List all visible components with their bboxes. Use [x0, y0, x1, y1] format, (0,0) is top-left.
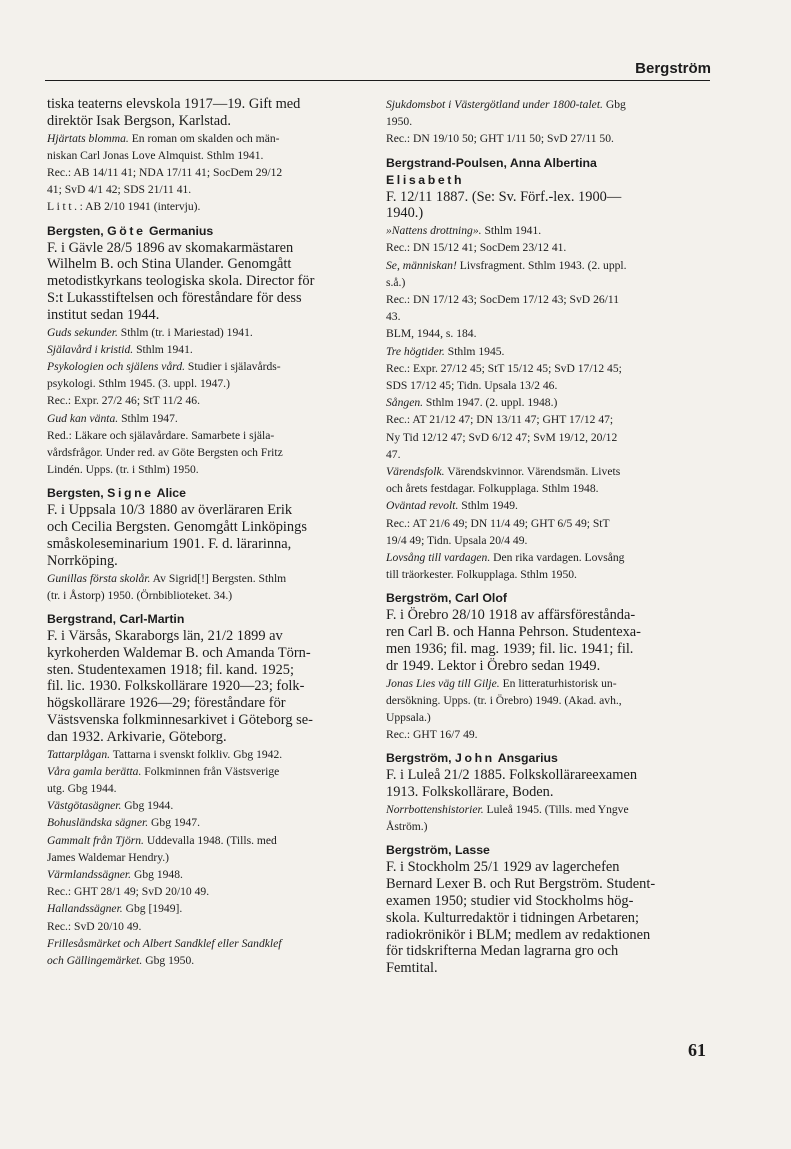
- text-segment: för tidskrifterna Medan lagrarna gro och: [386, 943, 619, 960]
- title-segment: Sjukdomsbot i Västergötland under 1800-talet.: [386, 98, 603, 111]
- text-segment: Gbg 1947.: [148, 816, 200, 830]
- text-line: [47, 797, 364, 814]
- text-line: [386, 624, 710, 641]
- title-segment: Våra gamla berätta.: [47, 764, 142, 778]
- text-line: [386, 497, 710, 514]
- text-line: [386, 876, 710, 893]
- text-line: [47, 519, 364, 536]
- title-segment: »Nattens drottning».: [386, 224, 482, 238]
- text-line: [386, 291, 710, 308]
- text-line: [47, 814, 364, 831]
- text-line: [47, 502, 364, 519]
- text-segment: ren Carl B. och Hanna Pehrson. Studentexa-: [386, 624, 641, 641]
- text-segment: Rec.: GHT 16/7 49.: [386, 728, 478, 742]
- title-segment: Psykologien och själens vård.: [47, 360, 186, 373]
- text-segment: fil. lic. 1930. Folkskollärare 1920—23; folk-: [47, 678, 305, 695]
- text-line: [47, 695, 364, 712]
- title-segment: Lovsång till vardagen.: [386, 551, 491, 565]
- title-segment: Hallandssägner.: [47, 902, 123, 916]
- text-segment: Åström.): [386, 820, 428, 834]
- text-segment: Bergstrand, Carl-Martin: [47, 612, 185, 627]
- text-segment: och årets festdagar. Folkupplaga. Sthlm 1948.: [386, 482, 599, 496]
- text-segment: F. i Luleå 21/2 1885. Folkskollärareexamen: [386, 767, 638, 784]
- entry-heading: [386, 750, 710, 767]
- text-line: [47, 866, 364, 883]
- text-segment: Rec.: DN 19/10 50; GHT 1/11 50; SvD 27/11 50.: [386, 132, 614, 146]
- text-line: [47, 536, 364, 553]
- text-line: [47, 410, 364, 427]
- text-line: [47, 712, 364, 729]
- text-segment: 1913. Folkskollärare, Boden.: [386, 784, 554, 801]
- text-segment: institut sedan 1944.: [47, 306, 160, 323]
- text-segment: dan 1932. Arkivarie, Göteborg.: [47, 728, 227, 745]
- text-segment: dersökning. Upps. (tr. i Örebro) 1949. (Akad. avh.,: [386, 693, 622, 707]
- text-line: [386, 411, 710, 428]
- text-segment: Rec.: DN 15/12 41; SocDem 23/12 41.: [386, 241, 567, 255]
- text-segment: Uppsala.): [386, 711, 431, 725]
- entry-heading: [47, 611, 364, 628]
- text-line: [47, 427, 364, 444]
- text-segment: Bergsten,: [47, 486, 108, 501]
- text-segment: Bergström, Lasse: [386, 843, 490, 858]
- text-segment: 43.: [386, 310, 401, 324]
- entry-heading: [386, 842, 710, 859]
- text-line: [47, 461, 364, 478]
- text-segment: Sthlm 1941.: [133, 342, 193, 356]
- text-segment: 1940.): [386, 205, 424, 222]
- text-segment: Elisabeth: [386, 172, 465, 187]
- text-line: [386, 239, 710, 256]
- text-segment: dr 1949. Lektor i Örebro sedan 1949.: [386, 657, 601, 674]
- running-head: Bergström: [635, 60, 711, 77]
- text-segment: SDS 17/12 45; Tidn. Upsala 13/2 46.: [386, 379, 558, 393]
- title-segment: Norrbottenshistorier.: [386, 803, 484, 817]
- text-segment: Livsfragment. Sthlm 1943. (2. uppl.: [456, 258, 627, 272]
- text-line: [47, 662, 364, 679]
- title-segment: Tre högtider.: [386, 344, 445, 358]
- text-segment: vårdsfrågor. Under red. av Göte Bergsten och Fritz: [47, 446, 283, 460]
- title-segment: Frillesåsmärket och Albert Sandklef eller Sandklef: [47, 936, 282, 950]
- text-segment: skola. Kulturredaktör i tidningen Arbetaren;: [386, 909, 639, 926]
- text-segment: Luleå 1945. (Tills. med Yngve: [483, 803, 629, 817]
- text-line: [386, 943, 710, 960]
- text-segment: Rec.: SvD 20/10 49.: [47, 919, 142, 933]
- text-segment: En litteraturhistorisk un-: [499, 676, 617, 690]
- text-segment: kyrkoherden Waldemar B. och Amanda Törn-: [47, 644, 311, 661]
- text-line: [47, 96, 364, 113]
- text-segment: sten. Studentexamen 1918; fil. kand. 1925;: [47, 661, 295, 678]
- text-segment: Tattarna i svenskt folkliv. Gbg 1942.: [110, 747, 283, 761]
- text-line: [386, 767, 710, 784]
- text-line: [47, 240, 364, 257]
- text-line: [386, 463, 710, 480]
- text-segment: Gbg 1948.: [131, 868, 183, 882]
- text-line: [47, 883, 364, 900]
- text-segment: Sthlm 1947.: [118, 411, 178, 425]
- entry-heading: [386, 155, 710, 172]
- text-line: [47, 935, 364, 952]
- text-segment: Bergström,: [386, 751, 456, 766]
- text-segment: Bernard Lexer B. och Rut Bergström. Student-: [386, 876, 656, 893]
- text-line: [386, 549, 710, 566]
- text-line: [386, 205, 710, 222]
- text-segment: Göte: [107, 223, 146, 238]
- text-line: [47, 392, 364, 409]
- text-segment: En roman om skalden och män-: [128, 131, 280, 145]
- text-line: [386, 801, 710, 818]
- text-segment: Sthlm 1947. (2. uppl. 1948.): [423, 396, 558, 410]
- text-line: [386, 607, 710, 624]
- title-segment: Västgötasägner.: [47, 799, 122, 813]
- text-segment: 1950.: [386, 115, 413, 129]
- title-segment: Sången.: [386, 396, 424, 410]
- text-line: [47, 849, 364, 866]
- text-line: [47, 628, 364, 645]
- title-segment: Själavård i kristid.: [47, 342, 134, 356]
- text-segment: Folkminnen från Västsverige: [141, 764, 280, 778]
- text-segment: Rec.: DN 17/12 43; SocDem 17/12 43; SvD 26/11: [386, 293, 620, 307]
- text-segment: Bergstrand-Poulsen, Anna Albertina: [386, 155, 597, 170]
- text-segment: psykologi. Sthlm 1945. (3. uppl. 1947.): [47, 377, 230, 391]
- text-segment: s.å.): [386, 275, 406, 289]
- text-line: [47, 553, 364, 570]
- text-line: [386, 222, 710, 239]
- page-number: 61: [688, 1040, 706, 1060]
- text-segment: metodistkyrkans teologiska skola. Director för: [47, 273, 315, 290]
- text-segment: Sthlm 1949.: [458, 499, 518, 513]
- text-line: [386, 308, 710, 325]
- text-segment: Rec.: Expr. 27/12 45; StT 15/12 45; SvD 17/12 45;: [386, 361, 622, 375]
- text-line: [386, 893, 710, 910]
- title-segment: Värendsfolk.: [386, 465, 445, 479]
- text-line: [47, 729, 364, 746]
- text-segment: Red.: Läkare och själavårdare. Samarbete i själa-: [47, 428, 275, 442]
- text-segment: Studier i själavårds-: [185, 360, 281, 373]
- text-segment: Av Sigrid[!] Bergsten. Sthlm: [150, 571, 287, 585]
- text-segment: tiska teaterns elevskola 1917—19. Gift med: [47, 96, 301, 112]
- text-line: [386, 566, 710, 583]
- text-line: [47, 952, 364, 969]
- text-line: [386, 360, 710, 377]
- text-segment: till träorkester. Folkupplaga. Sthlm 1950.: [386, 568, 577, 582]
- text-segment: Germanius: [145, 223, 214, 238]
- text-segment: BLM, 1944, s. 184.: [386, 327, 477, 341]
- text-segment: F. 12/11 1887. (Se: Sv. Förf.-lex. 1900—: [386, 188, 622, 205]
- text-line: [386, 927, 710, 944]
- text-segment: Gbg [1949].: [122, 902, 183, 916]
- text-line: [47, 832, 364, 849]
- text-line: [386, 692, 710, 709]
- text-segment: högskollärare 1926—29; föreståndare för: [47, 695, 286, 712]
- text-segment: F. i Örebro 28/10 1918 av affärsförestånda-: [386, 607, 636, 624]
- text-segment: John: [455, 751, 495, 766]
- text-segment: Sthlm 1945.: [444, 344, 505, 358]
- text-segment: Femtital.: [386, 960, 438, 977]
- text-segment: (tr. i Åstorp) 1950. (Örnbiblioteket. 34.): [47, 588, 233, 602]
- text-line: [386, 675, 710, 692]
- entry-heading: [47, 223, 364, 240]
- text-line: [47, 918, 364, 935]
- text-segment: men 1936; fil. mag. 1939; fil. lic. 1941; fil.: [386, 641, 634, 658]
- left-column: [47, 96, 364, 969]
- text-segment: 47.: [386, 447, 401, 461]
- text-segment: 41; SvD 4/1 42; SDS 21/11 41.: [47, 183, 192, 197]
- text-line: [47, 444, 364, 461]
- text-segment: Bergsten,: [47, 223, 108, 238]
- entry-heading: [386, 590, 710, 607]
- text-line: [47, 324, 364, 341]
- text-line: [47, 290, 364, 307]
- text-segment: Bergström, Carl Olof: [386, 591, 507, 606]
- text-line: [47, 763, 364, 780]
- title-segment: Guds sekunder.: [47, 325, 118, 339]
- text-line: [386, 910, 710, 927]
- text-segment: Rec.: Expr. 27/2 46; StT 11/2 46.: [47, 394, 200, 408]
- text-segment: radiokrönikör i BLM; medlem av redaktionen: [386, 926, 651, 943]
- text-segment: Norrköping.: [47, 552, 118, 569]
- text-segment: Ny Tid 12/12 47; SvD 6/12 47; SvM 19/12, 20/12: [386, 430, 618, 444]
- text-segment: Värendskvinnor. Värendsmän. Livets: [444, 465, 621, 479]
- text-line: [386, 96, 710, 113]
- text-segment: F. i Stockholm 25/1 1929 av lagerchefen: [386, 859, 620, 876]
- text-line: [47, 746, 364, 763]
- text-line: [47, 147, 364, 164]
- text-segment: S:t Lukasstiftelsen och föreståndare för dess: [47, 290, 302, 306]
- text-line: [47, 587, 364, 604]
- text-line: [386, 960, 710, 977]
- text-segment: utg. Gbg 1944.: [47, 782, 117, 795]
- text-line: [47, 358, 364, 375]
- title-segment: Gammalt från Tjörn.: [47, 833, 144, 847]
- title-segment: Oväntad revolt.: [386, 499, 459, 513]
- text-line: [47, 130, 364, 147]
- text-line: [386, 377, 710, 394]
- text-line: [386, 480, 710, 497]
- text-segment: niskan Carl Jonas Love Almquist. Sthlm 1941.: [47, 148, 264, 162]
- title-segment: Tattarplågan.: [47, 747, 111, 761]
- text-segment: Rec.: AT 21/12 47; DN 13/11 47; GHT 17/12 47;: [386, 413, 614, 427]
- text-segment: Den rika vardagen. Lovsång: [490, 551, 625, 565]
- text-line: [47, 341, 364, 358]
- text-line: [47, 307, 364, 324]
- text-line: [386, 532, 710, 549]
- text-segment: examen 1950; studier vid Stockholms hög-: [386, 893, 634, 910]
- title-segment: Värmlandssägner.: [47, 868, 132, 882]
- text-line: [47, 256, 364, 273]
- text-segment: Lindén. Upps. (tr. i Sthlm) 1950.: [47, 463, 199, 477]
- text-line: [386, 709, 710, 726]
- text-segment: Sthlm 1941.: [481, 224, 542, 238]
- text-segment: Gbg: [602, 98, 626, 111]
- text-line: [47, 570, 364, 587]
- title-segment: Bohusländska sägner.: [47, 816, 149, 830]
- text-line: [386, 859, 710, 876]
- text-line: [47, 181, 364, 198]
- title-segment: Hjärtats blomma.: [47, 131, 129, 145]
- title-segment: Gunillas första skolår.: [47, 571, 151, 585]
- text-segment: Sthlm (tr. i Mariestad) 1941.: [117, 325, 253, 339]
- text-line: [386, 274, 710, 291]
- text-segment: Alice: [153, 486, 186, 501]
- text-segment: : AB 2/10 1941 (intervju).: [79, 200, 201, 214]
- text-segment: Rec.: GHT 28/1 49; SvD 20/10 49.: [47, 885, 210, 899]
- text-line: [47, 113, 364, 130]
- text-line: [47, 375, 364, 392]
- title-segment: Gud kan vänta.: [47, 411, 119, 425]
- text-line: [47, 198, 364, 215]
- text-segment: F. i Gävle 28/5 1896 av skomakarmästaren: [47, 239, 294, 256]
- text-line: [386, 343, 710, 360]
- text-line: [386, 658, 710, 675]
- title-segment: Se, människan!: [386, 258, 457, 272]
- text-line: [386, 394, 710, 411]
- text-line: [47, 645, 364, 662]
- text-segment: Litt.: [47, 200, 80, 214]
- text-line: [47, 780, 364, 797]
- text-line: [47, 273, 364, 290]
- text-segment: Gbg 1950.: [142, 954, 195, 968]
- text-segment: Västsvenska folkminnesarkivet i Göteborg se-: [47, 712, 313, 728]
- text-segment: Gbg 1944.: [121, 799, 174, 813]
- entry-heading: [47, 485, 364, 502]
- text-segment: Ansgarius: [494, 751, 558, 766]
- text-segment: Uddevalla 1948. (Tills. med: [143, 833, 277, 847]
- text-line: [386, 429, 710, 446]
- text-line: [386, 515, 710, 532]
- text-segment: Signe: [107, 486, 154, 501]
- text-line: [386, 446, 710, 463]
- text-segment: F. i Värsås, Skaraborgs län, 21/2 1899 av: [47, 628, 283, 645]
- text-segment: småskoleseminarium 1901. F. d. lärarinna,: [47, 536, 292, 553]
- text-segment: F. i Uppsala 10/3 1880 av överläraren Erik: [47, 502, 293, 519]
- text-segment: Rec.: AT 21/6 49; DN 11/4 49; GHT 6/5 49; StT: [386, 516, 610, 530]
- text-segment: 19/4 49; Tidn. Upsala 20/4 49.: [386, 533, 528, 547]
- title-segment: Jonas Lies väg till Gilje.: [386, 676, 500, 690]
- text-line: [386, 641, 710, 658]
- text-line: [386, 325, 710, 342]
- text-line: [47, 164, 364, 181]
- text-line: [386, 818, 710, 835]
- header-rule: [45, 80, 710, 81]
- text-segment: och Cecilia Bergsten. Genomgått Linköpings: [47, 519, 307, 536]
- text-line: [386, 784, 710, 801]
- text-segment: Rec.: AB 14/11 41; NDA 17/11 41; SocDem 29/12: [47, 166, 283, 179]
- text-line: [47, 900, 364, 917]
- entry-heading: [386, 172, 710, 189]
- text-segment: direktör Isak Bergson, Karlstad.: [47, 112, 231, 129]
- text-line: [386, 130, 710, 147]
- text-line: [47, 678, 364, 695]
- text-line: [386, 726, 710, 743]
- title-segment: och Gällingemärket.: [47, 954, 143, 968]
- text-segment: Wilhelm B. och Stina Ulander. Genomgått: [47, 256, 292, 273]
- text-line: [386, 189, 710, 206]
- right-column: [386, 96, 710, 977]
- text-segment: James Waldemar Hendry.): [47, 850, 170, 864]
- text-line: [386, 257, 710, 274]
- text-line: [386, 113, 710, 130]
